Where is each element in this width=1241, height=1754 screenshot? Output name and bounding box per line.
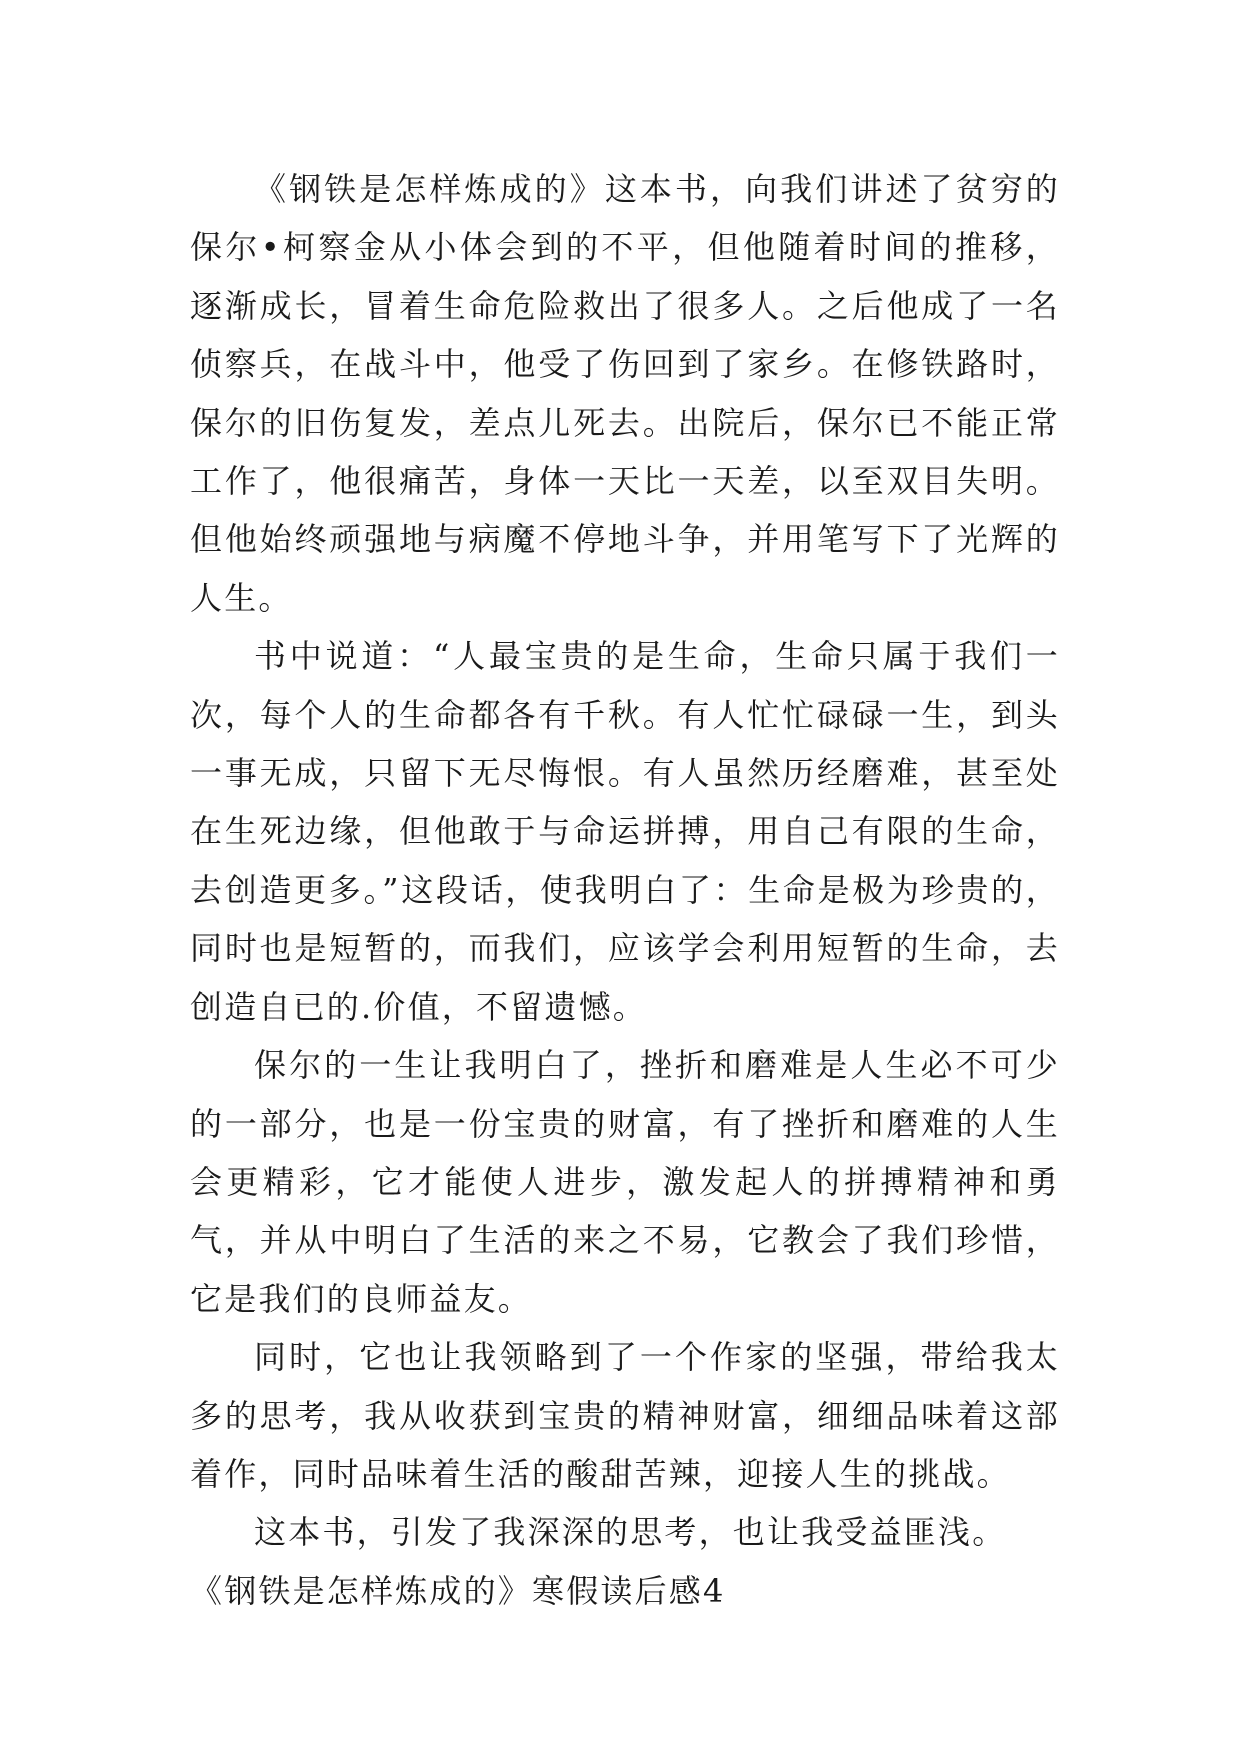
paragraph-1: 《钢铁是怎样炼成的》这本书，向我们讲述了贫穷的保尔•柯察金从小体会到的不平，但他随着时间的推移，逐渐成长，冒着生命危险救出了很多人。之后他成了一名侦察兵，在战斗中，他受了伤回到了家乡。在修铁路时，保尔的旧伤复发，差点儿死去。出院后，保尔已不能正常工作了，他很痛苦，身体一天比一天差，以至双目失明。但他始终顽强地与病魔不停地斗争，并用笔写下了光辉的人生。 (190, 170, 1060, 617)
document-body (190, 160, 1060, 1620)
paragraph-4: 同时，它也让我领略到了一个作家的坚强，带给我太多的思考，我从收获到宝贵的精神财富，细细品味着这部着作，同时品味着生活的酸甜苦辣，迎接人生的挑战。 (190, 1338, 1060, 1493)
paragraph-3: 保尔的一生让我明白了，挫折和磨难是人生必不可少的一部分，也是一份宝贵的财富，有了挫折和磨难的人生会更精彩，它才能使人进步，激发起人的拼搏精神和勇气，并从中明白了生活的来之不易，它教会了我们珍惜，它是我们的良师益友。 (190, 1046, 1060, 1318)
paragraph-2: 书中说道：“人最宝贵的是生命，生命只属于我们一次，每个人的生命都各有千秋。有人忙忙碌碌一生，到头一事无成，只留下无尽悔恨。有人虽然历经磨难，甚至处在生死边缘，但他敢于与命运拼搏，用自己有限的生命，去创造更多。”这段话，使我明白了：生命是极为珍贵的，同时也是短暂的，而我们，应该学会利用短暂的生命，去创造自已的.价值，不留遗憾。 (190, 637, 1060, 1026)
paragraph-5: 这本书，引发了我深深的思考，也让我受益匪浅。 (254, 1513, 1007, 1552)
section-title: 《钢铁是怎样炼成的》寒假读后感4 (190, 1571, 726, 1610)
